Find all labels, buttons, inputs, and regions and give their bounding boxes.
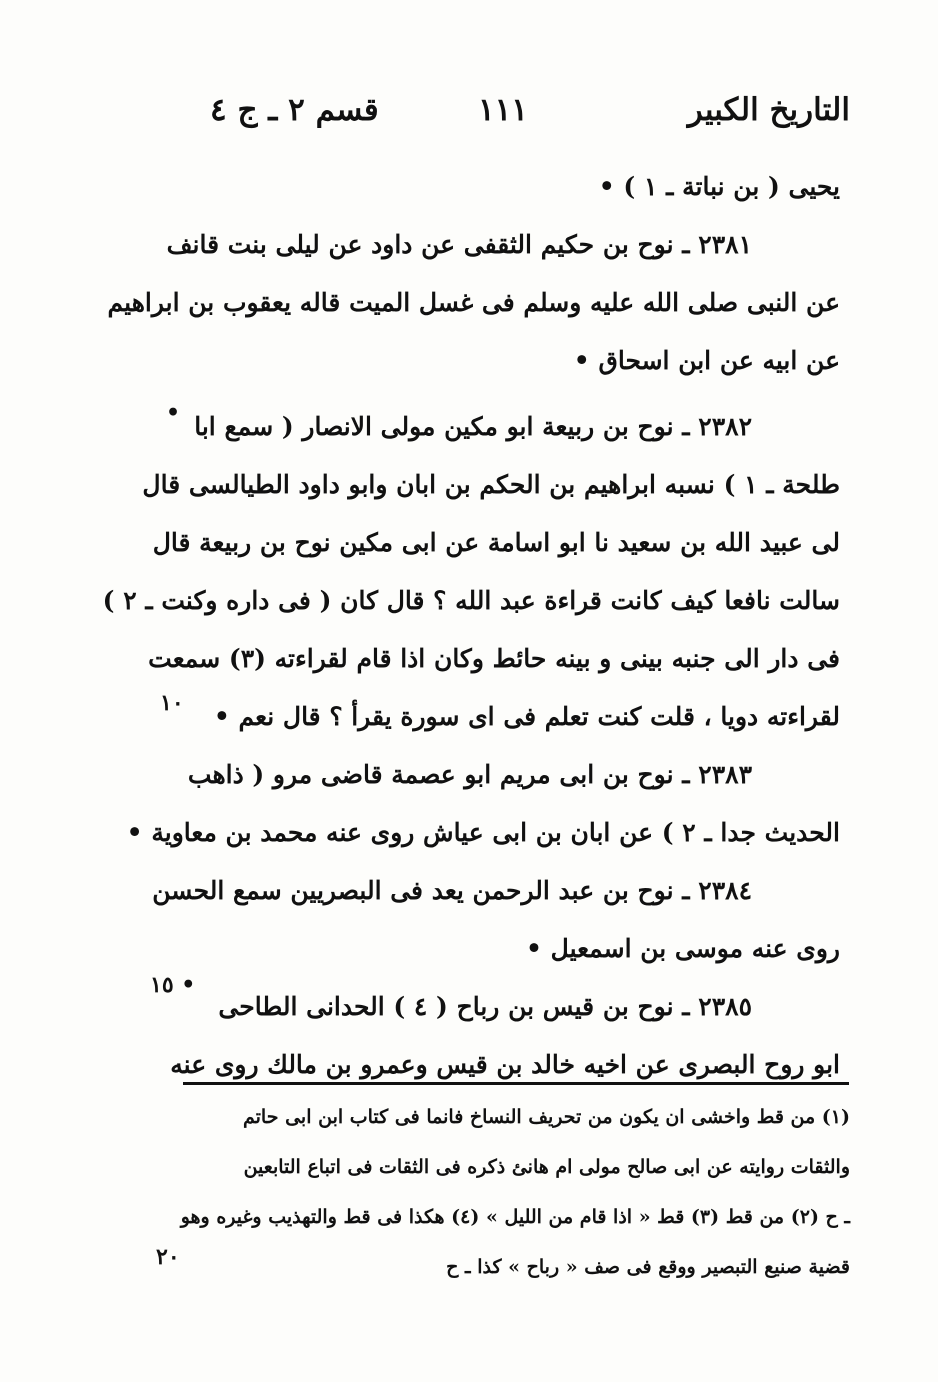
text-line: سالت نافعا كيف كانت قراءة عبد الله ؟ قال كان ( فى داره وكنت ـ ٢ ) [102, 586, 840, 615]
entry-2384: ٢٣٨٤ ـ نوح بن عبد الرحمن يعد فى البصريين سمع الحسن [152, 876, 752, 905]
text-line: روى عنه موسى بن اسمعيل • [525, 934, 840, 963]
page-number: ١١١ [478, 92, 528, 128]
footnotes [180, 1092, 850, 1292]
entry-2382: ٢٣٨٢ ـ نوح بن ربيعة ابو مكين مولى الانصار ( سمع ابا [194, 412, 752, 441]
text-line: عن النبى صلى الله عليه وسلم فى غسل الميت قاله يعقوب بن ابراهيم [107, 288, 840, 317]
footnote-line: قضية صنيع التبصير ووقع فى صف « رباح » كذا ـ ح [446, 1256, 850, 1278]
footnote-line: (١) من قط واخشى ان يكون من تحريف النساخ فانما فى كتاب ابن ابى حاتم [243, 1106, 850, 1128]
line-number-20: ٢٠ [156, 1244, 180, 1270]
text-line: يحيى ( بن نباتة ـ ١ ) • [598, 172, 840, 201]
text-line: ابو روح البصرى عن اخيه خالد بن قيس وعمرو بن مالك روى عنه [170, 1050, 840, 1079]
footnote-line: والثقات روايته عن ابى صالح مولى ام هانئ ذكره فى الثقات فى اتباع التابعين [243, 1156, 850, 1178]
section-label: قسم ٢ ـ ج ٤ [210, 92, 379, 128]
footnote-divider [183, 1082, 849, 1085]
text-line: فى دار الى جنبه بينى و بينه حائط وكان اذا قام لقراءته (٣) سمعت [148, 644, 840, 673]
text-line: الحديث جدا ـ ٢ ) عن ابان بن ابى عياش روى عنه محمد بن معاوية • [126, 818, 840, 847]
book-title: التاريخ الكبير [687, 92, 850, 128]
page-header [210, 92, 850, 142]
text-line: عن ابيه عن ابن اسحاق • [573, 346, 840, 375]
entry-2381: ٢٣٨١ ـ نوح بن حكيم الثقفى عن داود عن ليلى بنت قانف [166, 230, 752, 259]
text-line: طلحة ـ ١ ) نسبه ابراهيم بن الحكم بن ابان وابو داود الطيالسى قال [142, 470, 840, 499]
text-line: لى عبيد الله بن سعيد نا ابو اسامة عن ابى مكين نوح بن ربيعة قال [152, 528, 840, 557]
text-line: لقراءته دويا ، قلت كنت تعلم فى اى سورة يقرأ ؟ قال نعم • [213, 702, 840, 731]
footnote-line: ـ ح (٢) من قط (٣) قط « اذا قام من الليل » (٤) هكذا فى قط والتهذيب وغيره وهو [180, 1206, 850, 1228]
margin-mark: • [166, 400, 181, 426]
line-number-15: ١٥ • [150, 972, 196, 998]
line-number-10: ١٠ [160, 690, 184, 716]
entry-2383: ٢٣٨٣ ـ نوح بن ابى مريم ابو عصمة قاضى مرو ( ذاهب [187, 760, 752, 789]
entry-2385: ٢٣٨٥ ـ نوح بن قيس بن رباح ( ٤ ) الحدانى الطاحى [218, 992, 752, 1021]
